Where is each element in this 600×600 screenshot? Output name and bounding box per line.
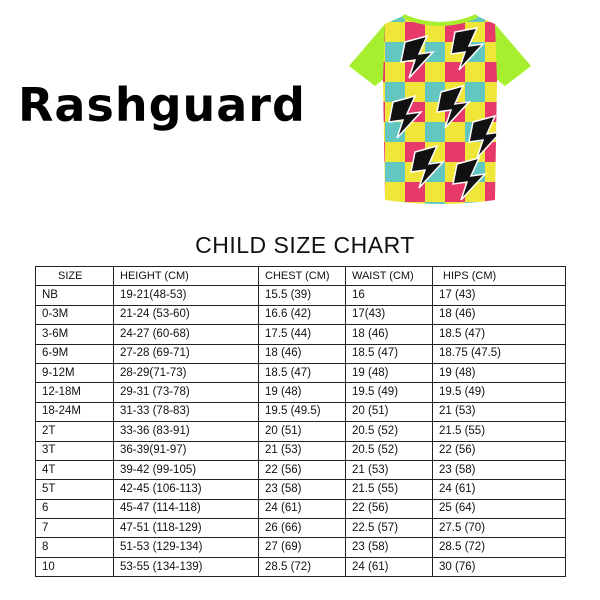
cell-chest: 26 (66)	[259, 519, 346, 538]
cell-hips: 18.5 (47)	[433, 325, 566, 344]
column-header-chest: CHEST (CM)	[259, 267, 346, 286]
cell-size: 6-9M	[36, 344, 114, 363]
table-row	[36, 363, 566, 382]
cell-waist: 20 (51)	[346, 402, 433, 421]
table-row	[36, 519, 566, 538]
cell-height: 51-53 (129-134)	[114, 538, 259, 557]
cell-height: 28-29(71-73)	[114, 363, 259, 382]
size-rows	[36, 286, 566, 577]
cell-size: 8	[36, 538, 114, 557]
cell-hips: 18 (46)	[433, 305, 566, 324]
column-header-hips: HIPS (CM)	[433, 267, 566, 286]
cell-chest: 18 (46)	[259, 344, 346, 363]
cell-size: 3-6M	[36, 325, 114, 344]
cell-hips: 21.5 (55)	[433, 422, 566, 441]
cell-height: 33-36 (83-91)	[114, 422, 259, 441]
cell-size: 18-24M	[36, 402, 114, 421]
cell-waist: 17(43)	[346, 305, 433, 324]
table-row	[36, 460, 566, 479]
table-header-row	[36, 267, 566, 286]
cell-chest: 22 (56)	[259, 460, 346, 479]
cell-waist: 19 (48)	[346, 363, 433, 382]
cell-hips: 23 (58)	[433, 460, 566, 479]
table-row	[36, 305, 566, 324]
cell-chest: 19.5 (49.5)	[259, 402, 346, 421]
cell-height: 31-33 (78-83)	[114, 402, 259, 421]
cell-size: NB	[36, 286, 114, 305]
table-row	[36, 538, 566, 557]
cell-waist: 23 (58)	[346, 538, 433, 557]
cell-chest: 23 (58)	[259, 480, 346, 499]
cell-hips: 19 (48)	[433, 363, 566, 382]
cell-height: 39-42 (99-105)	[114, 460, 259, 479]
column-header-waist: WAIST (CM)	[346, 267, 433, 286]
cell-size: 2T	[36, 422, 114, 441]
cell-chest: 28.5 (72)	[259, 557, 346, 576]
column-header-size: SIZE	[36, 267, 114, 286]
cell-waist: 18.5 (47)	[346, 344, 433, 363]
cell-chest: 21 (53)	[259, 441, 346, 460]
cell-size: 0-3M	[36, 305, 114, 324]
table-row	[36, 480, 566, 499]
cell-size: 12-18M	[36, 383, 114, 402]
cell-chest: 16.6 (42)	[259, 305, 346, 324]
cell-height: 36-39(91-97)	[114, 441, 259, 460]
cell-height: 45-47 (114-118)	[114, 499, 259, 518]
cell-size: 9-12M	[36, 363, 114, 382]
cell-chest: 17.5 (44)	[259, 325, 346, 344]
page-title: Rashguard	[18, 78, 306, 132]
cell-height: 53-55 (134-139)	[114, 557, 259, 576]
cell-waist: 20.5 (52)	[346, 441, 433, 460]
cell-chest: 24 (61)	[259, 499, 346, 518]
table-row	[36, 557, 566, 576]
cell-waist: 19.5 (49)	[346, 383, 433, 402]
chart-title: CHILD SIZE CHART	[195, 232, 415, 258]
cell-waist: 20.5 (52)	[346, 422, 433, 441]
cell-chest: 18.5 (47)	[259, 363, 346, 382]
cell-height: 42-45 (106-113)	[114, 480, 259, 499]
cell-chest: 27 (69)	[259, 538, 346, 557]
cell-height: 27-28 (69-71)	[114, 344, 259, 363]
cell-waist: 21.5 (55)	[346, 480, 433, 499]
cell-hips: 19.5 (49)	[433, 383, 566, 402]
cell-hips: 22 (56)	[433, 441, 566, 460]
table-row	[36, 422, 566, 441]
cell-hips: 17 (43)	[433, 286, 566, 305]
cell-waist: 21 (53)	[346, 460, 433, 479]
cell-hips: 28.5 (72)	[433, 538, 566, 557]
cell-waist: 18 (46)	[346, 325, 433, 344]
cell-waist: 16	[346, 286, 433, 305]
cell-hips: 21 (53)	[433, 402, 566, 421]
rashguard-shirt-image	[345, 2, 535, 214]
cell-height: 47-51 (118-129)	[114, 519, 259, 538]
cell-hips: 27.5 (70)	[433, 519, 566, 538]
table-row	[36, 383, 566, 402]
cell-chest: 20 (51)	[259, 422, 346, 441]
table-row	[36, 344, 566, 363]
table-row	[36, 441, 566, 460]
table-row	[36, 325, 566, 344]
cell-height: 21-24 (53-60)	[114, 305, 259, 324]
cell-hips: 24 (61)	[433, 480, 566, 499]
cell-waist: 22 (56)	[346, 499, 433, 518]
cell-size: 3T	[36, 441, 114, 460]
cell-size: 5T	[36, 480, 114, 499]
table-row	[36, 286, 566, 305]
shirt-body	[345, 2, 535, 214]
cell-hips: 30 (76)	[433, 557, 566, 576]
cell-waist: 22.5 (57)	[346, 519, 433, 538]
cell-size: 7	[36, 519, 114, 538]
cell-height: 19-21(48-53)	[114, 286, 259, 305]
size-chart-table	[35, 266, 566, 577]
column-header-height: HEIGHT (CM)	[114, 267, 259, 286]
cell-hips: 25 (64)	[433, 499, 566, 518]
cell-chest: 19 (48)	[259, 383, 346, 402]
table-row	[36, 499, 566, 518]
cell-height: 24-27 (60-68)	[114, 325, 259, 344]
cell-waist: 24 (61)	[346, 557, 433, 576]
cell-chest: 15.5 (39)	[259, 286, 346, 305]
cell-size: 4T	[36, 460, 114, 479]
cell-size: 6	[36, 499, 114, 518]
cell-height: 29-31 (73-78)	[114, 383, 259, 402]
cell-hips: 18.75 (47.5)	[433, 344, 566, 363]
table-row	[36, 402, 566, 421]
cell-size: 10	[36, 557, 114, 576]
